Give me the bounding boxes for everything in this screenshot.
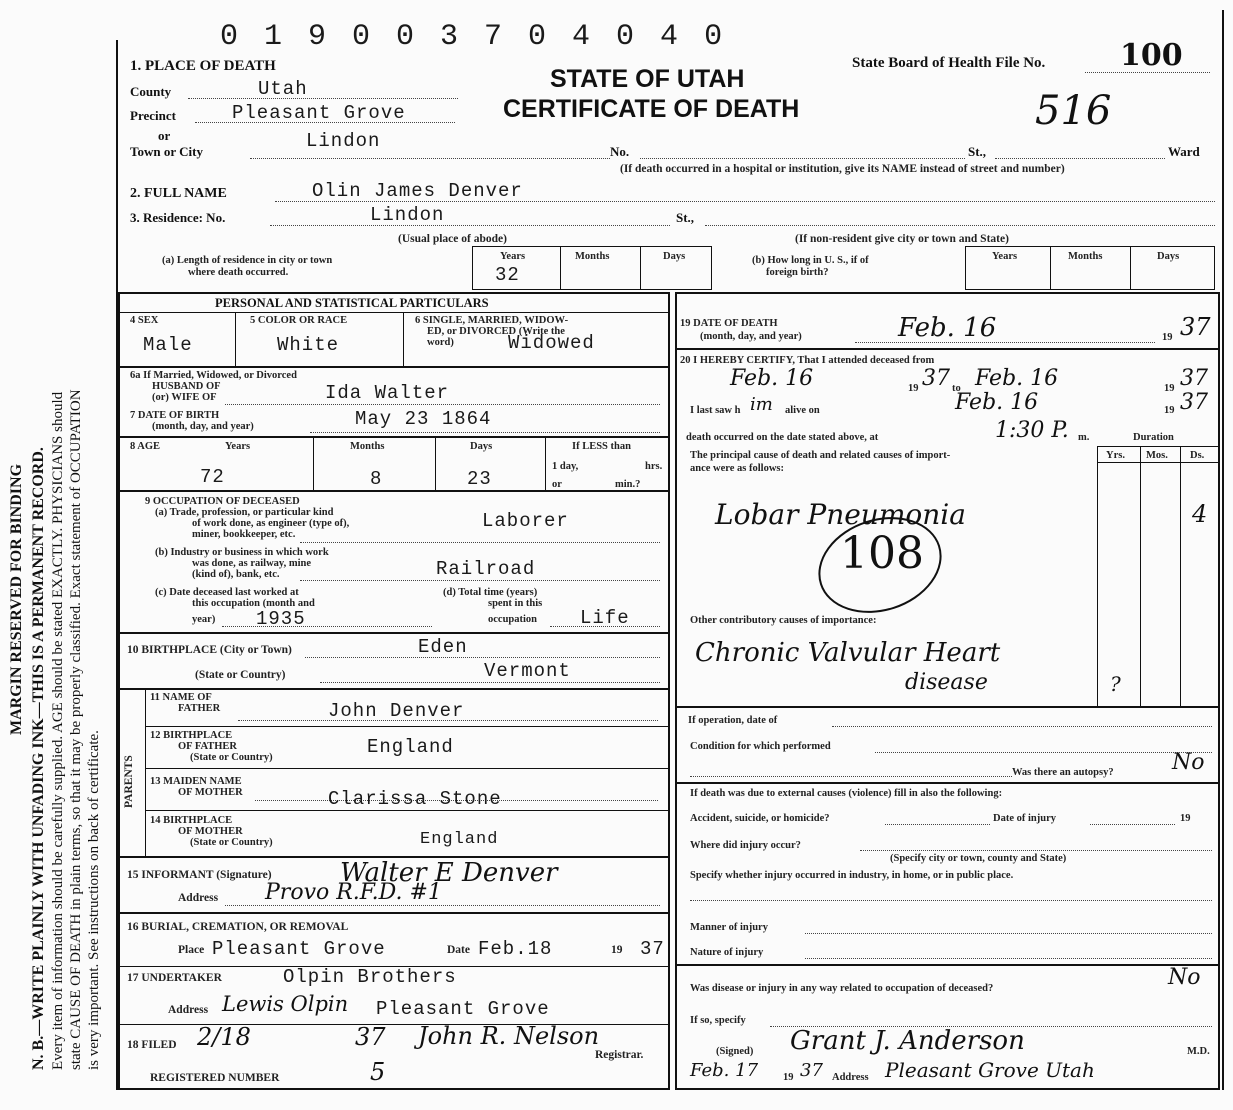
age-months-header: Months [350, 441, 385, 452]
less-than-label-4: or [552, 479, 562, 490]
death-occurred-label: death occurred on the date stated above, at [686, 432, 879, 443]
mother-name-label-1: 13 MAIDEN NAME [150, 776, 242, 787]
certificate-title: CERTIFICATE OF DEATH [503, 95, 800, 123]
date-of-death-value: Feb. 16 [898, 313, 997, 343]
length-residence-label-2: where death occurred. [188, 267, 289, 278]
us-months-header: Months [1068, 251, 1103, 262]
undertaker-address-label: Address [168, 1004, 209, 1016]
burial-year-value: 37 [640, 938, 665, 960]
attended-from-year-value: 37 [922, 366, 950, 391]
injury-date-label: Date of injury [993, 813, 1056, 824]
marital-label-1: 6 SINGLE, MARRIED, WIDOW- [415, 315, 569, 326]
occupation-b-label-3: (kind of), bank, etc. [192, 569, 280, 580]
us-years-header: Years [992, 251, 1018, 262]
town-label: Town or City [130, 144, 203, 159]
last-saw-label-2: alive on [785, 405, 820, 416]
us-days-header: Days [1157, 251, 1180, 262]
burial-date-value: Feb.18 [478, 938, 553, 960]
last-saw-pronoun: im [750, 394, 773, 415]
margin-instruction-3: state CAUSE OF DEATH in plain terms, so that it may be properly classified. Exact statement of OCCUPATION [68, 389, 84, 1070]
date-of-death-label-2: (month, day, and year) [700, 331, 802, 342]
occupation-industry-value: Railroad [436, 558, 536, 580]
occupation-trade-value: Laborer [482, 510, 569, 532]
abode-note: (Usual place of abode) [398, 233, 507, 245]
age-label: 8 AGE [130, 441, 161, 452]
occupation-label: 9 OCCUPATION OF DECEASED [145, 496, 300, 507]
operation-label: If operation, date of [688, 715, 778, 726]
attended-from-value: Feb. 16 [730, 366, 814, 391]
spouse-label-1: 6a If Married, Widowed, or Divorced [130, 370, 297, 381]
contributory-cause-value-2: disease [905, 670, 988, 695]
color-label: 5 COLOR OR RACE [250, 315, 348, 326]
residence-label: 3. Residence: No. [130, 210, 226, 225]
contributory-cause-value-1: Chronic Valvular Heart [695, 638, 1001, 668]
street-label: St., [968, 144, 987, 159]
registered-number-label: REGISTERED NUMBER [150, 1072, 280, 1084]
full-name-value: Olin James Denver [312, 180, 523, 202]
birthplace-state-label: (State or Country) [195, 669, 286, 681]
marital-label-3: word) [427, 337, 454, 348]
attended-to-year-prefix: 19 [1164, 383, 1175, 394]
attended-to-value: Feb. 16 [975, 366, 1059, 391]
sex-label: 4 SEX [130, 315, 159, 326]
nonresident-note: (If non-resident give city or town and State) [795, 233, 1009, 245]
dob-label-1: 7 DATE OF BIRTH [130, 410, 220, 421]
father-birthplace-value: England [367, 736, 454, 758]
occupation-b-label-1: (b) Industry or business in which work [155, 547, 329, 558]
length-residence-label-1: (a) Length of residence in city or town [162, 255, 333, 266]
serial-number: 0 1 9 0 0 3 7 0 4 0 4 0 [220, 20, 727, 54]
residence-months-header: Months [575, 251, 610, 262]
residence-days-header: Days [663, 251, 686, 262]
mother-birthplace-label-3: (State or Country) [190, 837, 273, 848]
dob-value: May 23 1864 [355, 408, 492, 430]
undertaker-label: 17 UNDERTAKER [127, 972, 222, 984]
occupation-b-label-2: was done, as railway, mine [192, 558, 312, 569]
less-than-label-1: If LESS than [572, 441, 631, 452]
attended-from-year-prefix: 19 [908, 383, 919, 394]
duration-months-header: Mos. [1146, 450, 1168, 461]
informant-address-value: Provo R.F.D. #1 [265, 880, 442, 905]
margin-instruction-2: Every item of information should be carefully supplied. AGE should be stated EXACTLY. PHYSICIANS should [50, 391, 66, 1070]
mother-birthplace-label-1: 14 BIRTHPLACE [150, 815, 233, 826]
last-saw-label-1: I last saw h [690, 405, 741, 416]
injury-where-label: Where did injury occur? [690, 840, 801, 851]
father-birthplace-label-3: (State or Country) [190, 752, 273, 763]
age-years-header: Years [225, 441, 251, 452]
duration-label: Duration [1133, 432, 1174, 443]
county-value: Utah [258, 78, 308, 100]
attended-to-year-value: 37 [1180, 366, 1208, 391]
duration-days-header: Ds. [1190, 450, 1205, 461]
burial-year-prefix: 19 [611, 944, 623, 956]
occupation-total-time-value: Life [580, 607, 630, 629]
mother-birthplace-value: England [420, 830, 499, 849]
mother-name-value: Clarissa Stone [328, 788, 502, 810]
undertaker-address-signature: Lewis Olpin [222, 992, 349, 1016]
injury-where-note: (Specify city or town, county and State) [890, 853, 1067, 864]
hospital-note: (If death occurred in a hospital or institution, give its NAME instead of street and number) [620, 163, 1065, 175]
mother-birthplace-label-2: OF MOTHER [178, 826, 243, 837]
residence-street-label: St., [676, 210, 695, 225]
birthplace-city-value: Eden [418, 636, 468, 658]
accident-label: Accident, suicide, or homicide? [690, 813, 830, 824]
injury-specify-label: Specify whether injury occurred in industry, in home, or in public place. [690, 870, 1014, 881]
us-residence-label-1: (b) How long in U. S., if of [752, 255, 869, 266]
physician-address-value: Pleasant Grove Utah [885, 1058, 1095, 1082]
father-birthplace-label-1: 12 BIRTHPLACE [150, 730, 233, 741]
residence-value: Lindon [370, 204, 445, 226]
informant-signature: Walter E Denver [340, 858, 558, 888]
spouse-label-3: (or) WIFE OF [152, 392, 217, 403]
external-causes-label: If death was due to external causes (violence) fill in also the following: [690, 788, 1003, 799]
death-time-m-label: m. [1078, 432, 1090, 443]
occupation-related-value: No [1168, 965, 1201, 990]
physician-signature: Grant J. Anderson [790, 1026, 1025, 1056]
father-name-label-1: 11 NAME OF [150, 692, 212, 703]
signed-date-value: Feb. 17 [690, 1060, 759, 1081]
ward-label: Ward [1168, 144, 1200, 159]
signed-label: (Signed) [716, 1046, 754, 1057]
us-residence-label-2: foreign birth? [766, 267, 829, 278]
occupation-d-label-2: spent in this [488, 598, 543, 609]
less-than-label-2: 1 day, [552, 461, 579, 472]
occupation-d-label-1: (d) Total time (years) [443, 587, 538, 598]
father-name-label-2: FATHER [178, 703, 221, 714]
full-name-label: 2. FULL NAME [130, 186, 227, 201]
age-months-value: 8 [370, 468, 383, 490]
date-of-death-label-1: 19 DATE OF DEATH [680, 318, 778, 329]
contributory-years-value: ? [1110, 672, 1121, 696]
occupation-related-label: Was disease or injury in any way related to occupation of deceased? [690, 983, 994, 994]
if-so-specify-label: If so, specify [690, 1015, 746, 1026]
certify-label: 20 I HEREBY CERTIFY, That I attended deceased from [680, 355, 935, 366]
dob-label-2: (month, day, and year) [152, 421, 254, 432]
birthplace-label: 10 BIRTHPLACE (City or Town) [127, 644, 292, 656]
last-saw-year-value: 37 [1180, 390, 1208, 415]
right-border [1222, 10, 1224, 1090]
burial-place-label: Place [178, 944, 205, 956]
occupation-a-label-2: of work done, as engineer (type of), [192, 518, 350, 529]
less-than-label-3: hrs. [645, 461, 663, 472]
principal-cause-days-value: 4 [1192, 500, 1208, 528]
principal-cause-label-2: ance were as follows: [690, 463, 784, 474]
occupation-c-label-3: year) [192, 614, 216, 625]
margin-binding-text: MARGIN RESERVED FOR BINDING [8, 463, 25, 735]
occupation-c-label-1: (c) Date deceased last worked at [155, 587, 299, 598]
age-days-value: 23 [467, 468, 492, 490]
father-birthplace-label-2: OF FATHER [178, 741, 238, 752]
last-saw-value: Feb. 16 [955, 390, 1039, 415]
occupation-last-worked-value: 1935 [256, 608, 306, 630]
less-than-label-5: min.? [615, 479, 641, 490]
injury-year-prefix: 19 [1180, 813, 1191, 824]
occupation-d-label-3: occupation [488, 614, 538, 625]
signed-year-value: 37 [800, 1060, 823, 1081]
file-no-label: State Board of Health File No. [852, 55, 1046, 71]
death-time-value: 1:30 P. [995, 418, 1069, 443]
precinct-value: Pleasant Grove [232, 102, 406, 124]
informant-address-label: Address [178, 892, 219, 904]
precinct-label: Precinct [130, 108, 176, 123]
principal-cause-value: Lobar Pneumonia [715, 498, 966, 531]
md-label: M.D. [1187, 1046, 1210, 1057]
street-no-label: No. [610, 144, 630, 159]
burial-place-value: Pleasant Grove [212, 938, 386, 960]
registrar-signature: John R. Nelson [418, 1022, 600, 1050]
margin-instruction-4: is very important. See instructions on back of certificate. [86, 730, 102, 1070]
marital-label-2: ED, or DIVORCED (Write the [427, 326, 565, 337]
parents-side-label: PARENTS [123, 755, 135, 808]
burial-label: 16 BURIAL, CREMATION, OR REMOVAL [127, 921, 349, 933]
nature-of-injury-label: Nature of injury [690, 947, 764, 958]
place-section-label: 1. PLACE OF DEATH [130, 58, 276, 74]
age-years-value: 72 [200, 466, 225, 488]
father-name-value: John Denver [328, 700, 465, 722]
or-label: or [158, 128, 171, 143]
manner-of-injury-label: Manner of injury [690, 922, 768, 933]
undertaker-address-value: Pleasant Grove [376, 998, 550, 1020]
occupation-a-label-3: miner, bookkeeper, etc. [192, 529, 296, 540]
birthplace-state-value: Vermont [484, 660, 571, 682]
state-heading: STATE OF UTAH [550, 65, 745, 93]
physician-address-label: Address [832, 1072, 869, 1083]
filed-label: 18 FILED [127, 1039, 177, 1051]
cause-code-value: 108 [840, 528, 924, 579]
filed-year-value: 37 [355, 1023, 386, 1051]
duration-years-header: Yrs. [1106, 450, 1125, 461]
autopsy-value: No [1172, 750, 1205, 775]
burial-date-label: Date [447, 944, 470, 956]
occupation-c-label-2: this occupation (month and [192, 598, 315, 609]
date-of-death-year-prefix: 19 [1162, 332, 1173, 343]
undertaker-value: Olpin Brothers [283, 966, 457, 988]
color-value: White [277, 334, 340, 356]
marital-value: Widowed [508, 332, 595, 354]
local-no-value: 516 [1035, 88, 1112, 134]
spouse-label-2: HUSBAND OF [152, 381, 221, 392]
last-saw-year-prefix: 19 [1164, 405, 1175, 416]
filed-date-value: 2/18 [197, 1023, 251, 1051]
attended-to-label: to [952, 383, 961, 394]
principal-cause-label-1: The principal cause of death and related causes of import- [690, 450, 951, 461]
spouse-value: Ida Walter [325, 382, 450, 404]
age-days-header: Days [470, 441, 493, 452]
personal-heading: PERSONAL AND STATISTICAL PARTICULARS [215, 296, 489, 310]
margin-instruction-1: N. B.—WRITE PLAINLY WITH UNFADING INK—THIS IS A PERMANENT RECORD. [30, 447, 47, 1070]
mother-name-label-2: OF MOTHER [178, 787, 243, 798]
signed-year-prefix: 19 [783, 1072, 794, 1083]
file-no-value: 100 [1120, 38, 1183, 73]
registered-number-value: 5 [370, 1058, 386, 1086]
residence-years-value: 32 [495, 264, 520, 286]
county-label: County [130, 84, 172, 99]
town-value: Lindon [306, 130, 381, 152]
sex-value: Male [143, 334, 193, 356]
contributory-label: Other contributory causes of importance: [690, 615, 877, 626]
registrar-label: Registrar. [595, 1049, 644, 1061]
occupation-a-label-1: (a) Trade, profession, or particular kind [155, 507, 334, 518]
informant-label: 15 INFORMANT (Signature) [127, 869, 272, 881]
condition-label: Condition for which performed [690, 741, 831, 752]
residence-years-header: Years [500, 251, 526, 262]
date-of-death-year-value: 37 [1180, 313, 1211, 341]
autopsy-label: Was there an autopsy? [1012, 767, 1114, 778]
